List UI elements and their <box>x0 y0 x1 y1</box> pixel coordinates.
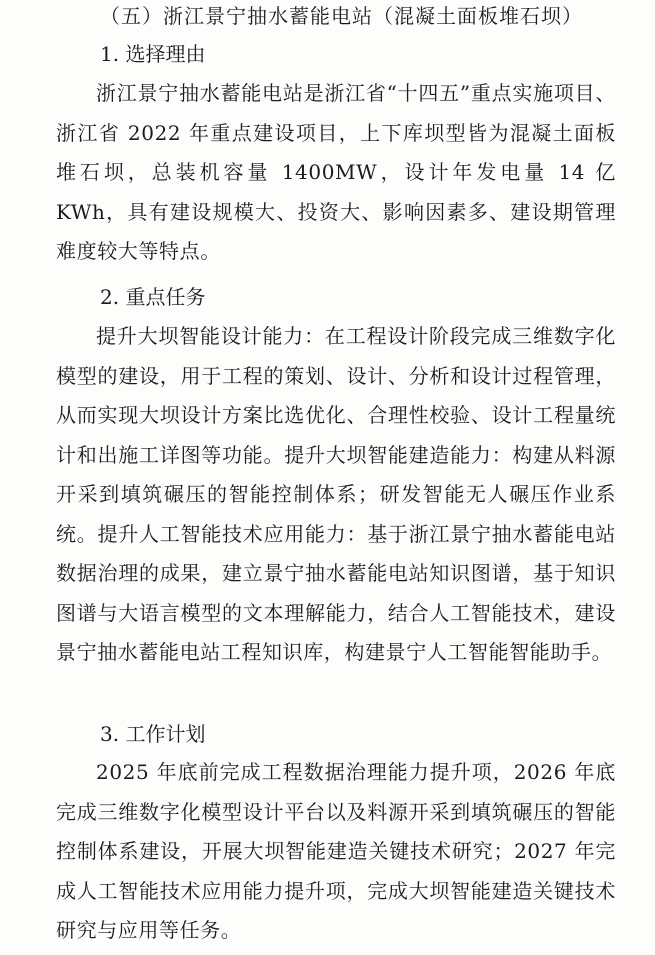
heading-work-plan: 3. 工作计划 <box>100 722 206 746</box>
paragraph-key-tasks: 提升大坝智能设计能力：在工程设计阶段完成三维数字化模型的建设，用于工程的策划、设计、分析和设计过程管理，从而实现大坝设计方案比选优化、合理性校验、设计工程量统计和出施工详图等功能。提升大坝智能建造能力：构建从料源开采到填筑碾压的智能控制体系；研发智能无人碾压作业系统。提升人工智能技术应用能力：基于浙江景宁抽水蓄能电站数据治理的成果，建立景宁抽水蓄能电站知识图谱，基于知识图谱与大语言模型的文本理解能力，结合人工智能技术，建设景宁抽水蓄能电站工程知识库，构建景宁人工智能智能助手。 <box>56 324 616 664</box>
heading-selection-reason: 1. 选择理由 <box>100 42 206 66</box>
paragraph-work-plan: 2025 年底前完成工程数据治理能力提升项，2026 年底完成三维数字化模型设计平台以及料源开采到填筑碾压的智能控制体系建设，开展大坝智能建造关键技术研究；2027 年完成人工智能技术应用能力提升项，完成大坝智能建造关键技术研究与应用等任务。 <box>56 760 616 942</box>
heading-key-tasks: 2. 重点任务 <box>100 285 206 309</box>
paragraph-selection-reason: 浙江景宁抽水蓄能电站是浙江省“十四五”重点实施项目、浙江省 2022 年重点建设项目，上下库坝型皆为混凝土面板堆石坝，总装机容量 1400MW，设计年发电量 14 亿 KWh，具有建设规模大、投资大、影响因素多、建设期管理难度较大等特点。 <box>56 81 616 263</box>
section-title: （五）浙江景宁抽水蓄能电站（混凝土面板堆石坝） <box>100 4 583 28</box>
